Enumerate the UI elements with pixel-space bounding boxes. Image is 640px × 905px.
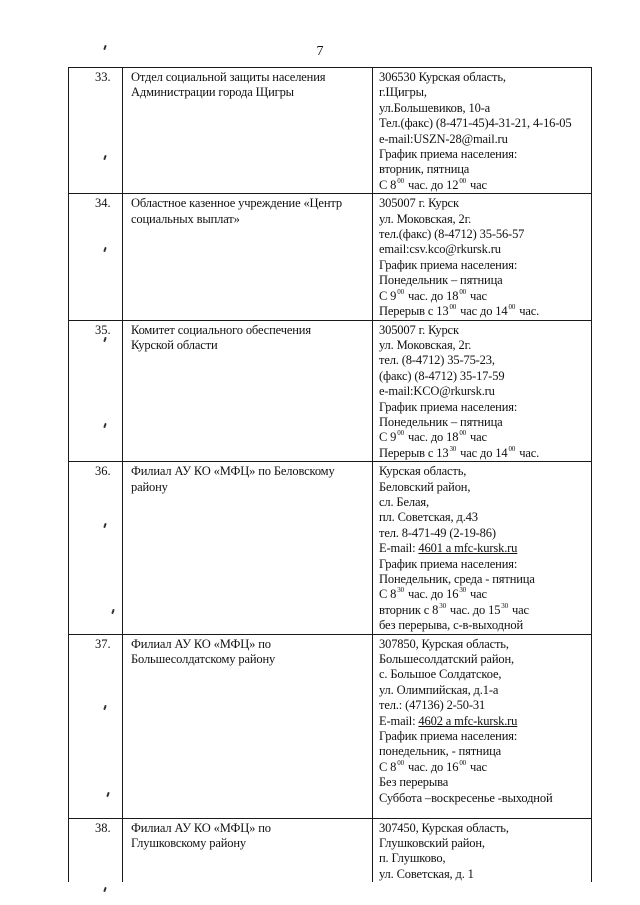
organization-name-line: Курской области (131, 337, 218, 352)
contact-info-line (379, 446, 589, 461)
contact-info-line: тел. (8-4712) 35-75-23, (379, 353, 495, 368)
contact-info-line: ул.Большевиков, 10-а (379, 100, 491, 115)
contact-info-line (379, 760, 589, 775)
contact-info-line: 305007 г. Курск (379, 196, 459, 211)
organization-name-line: социальных выплат» (131, 211, 240, 226)
organization-name-line: району (131, 479, 168, 494)
text-segment: С 8 (379, 759, 397, 774)
contact-info (373, 320, 592, 462)
text-segment: вторник с 8 (379, 602, 439, 617)
organization-name (123, 818, 373, 882)
contact-info-line: г.Щигры, (379, 85, 427, 100)
contact-info-line: тел.(факс) (8-4712) 35-56-57 (379, 227, 525, 242)
contact-info-line: Большесолдатский район, (379, 652, 514, 667)
text-segment: Перерыв с 13 (379, 304, 449, 319)
scan-mark (103, 887, 107, 892)
text-segment: час до 14 (457, 304, 508, 319)
organization-name-line: Комитет социального обеспечения (131, 322, 311, 337)
contact-info-line: понедельник, - пятница (379, 744, 502, 759)
text-segment: час. до 12 (404, 177, 459, 192)
contact-info (373, 462, 592, 634)
time-superscript: 30 (397, 587, 404, 595)
organization-name-line: Отдел социальной защиты населения (131, 70, 326, 84)
email-address: 4602 a mfc-kursk.ru (418, 713, 518, 728)
contact-info-line (379, 587, 589, 602)
time-superscript: 30 (459, 587, 467, 595)
text-segment: С 9 (379, 288, 397, 303)
contact-info-line (379, 714, 589, 729)
time-superscript: 30 (449, 445, 457, 453)
text-segment: час. до 16 (404, 587, 459, 602)
text-segment: час (467, 288, 487, 303)
contact-info-line: тел.: (47136) 2-50-31 (379, 698, 486, 713)
table-row (69, 818, 592, 882)
page-number: 7 (316, 44, 324, 59)
contact-info-line: без перерыва, с-в-выходной (379, 618, 524, 633)
time-superscript: 00 (449, 304, 457, 312)
table-row (69, 634, 592, 818)
contact-info-line (379, 603, 589, 618)
time-superscript: 00 (459, 177, 467, 185)
contact-info-line: ул. Моковская, 2г. (379, 211, 472, 226)
table-row (69, 68, 592, 194)
contact-info-line: ул. Советская, д. 1 (379, 866, 474, 881)
table-row (69, 194, 592, 320)
contact-info-line: Курская область, (379, 464, 467, 479)
organization-name-line: Филиал АУ КО «МФЦ» по (131, 820, 271, 835)
time-superscript: 00 (459, 288, 467, 296)
contact-info-line: Понедельник – пятница (379, 414, 503, 429)
offices-table-body (69, 68, 592, 883)
text-segment: час. до 18 (404, 430, 459, 445)
text-segment: час (467, 177, 487, 192)
contact-info (373, 818, 592, 882)
text-segment: С 8 (379, 177, 397, 192)
contact-info-line: Без перерыва (379, 775, 449, 790)
contact-info-line (379, 178, 589, 193)
organization-name (123, 68, 373, 194)
text-segment: С 9 (379, 430, 397, 445)
contact-info-line: с. Большое Солдатское, (379, 667, 502, 682)
text-segment: час. до 16 (404, 759, 459, 774)
contact-info-line: e-mail:KCO@rkursk.ru (379, 384, 495, 399)
organization-name (123, 462, 373, 634)
organization-name (123, 194, 373, 320)
text-segment: час. до 15 (446, 602, 501, 617)
contact-info-line: вторник, пятница (379, 162, 470, 177)
contact-info-line (379, 289, 589, 304)
row-number: 36. (69, 462, 123, 634)
contact-info-line (379, 304, 589, 319)
row-number: 33. (69, 68, 123, 194)
table-row (69, 320, 592, 462)
organization-name-line: Глушковскому району (131, 836, 247, 851)
contact-info-line: График приема населения: (379, 556, 518, 571)
text-segment: час (509, 602, 529, 617)
organization-name-line: Филиал АУ КО «МФЦ» по Беловскому (131, 464, 335, 479)
organization-name-line: Областное казенное учреждение «Центр (131, 196, 342, 211)
text-segment: час. (516, 304, 540, 319)
contact-info-line (379, 430, 589, 445)
text-segment: час. (516, 445, 540, 460)
organization-name-line: Большесолдатскому району (131, 652, 276, 667)
contact-info-line: Беловский район, (379, 479, 471, 494)
contact-info-line: пл. Советская, д.43 (379, 510, 478, 525)
time-superscript: 00 (397, 177, 404, 185)
contact-info-line: График приема населения: (379, 147, 518, 162)
row-number: 37. (69, 634, 123, 818)
text-segment: час (467, 587, 487, 602)
contact-info (373, 68, 592, 194)
text-segment: час (467, 759, 487, 774)
contact-info-line: Суббота –воскресенье -выходной (379, 790, 553, 805)
time-superscript: 00 (397, 430, 404, 438)
organization-name-line: Филиал АУ КО «МФЦ» по (131, 636, 271, 651)
text-segment: час (467, 430, 487, 445)
contact-info-line (379, 541, 589, 556)
contact-info-line: Тел.(факс) (8-471-45)4-31-21, 4-16-05 (379, 116, 572, 131)
contact-info-line: Глушковский район, (379, 836, 485, 851)
text-segment: час до 14 (457, 445, 508, 460)
contact-info-line: Понедельник, среда - пятница (379, 572, 535, 586)
row-number: 35. (69, 320, 123, 462)
time-superscript: 00 (459, 759, 467, 767)
time-superscript: 00 (459, 430, 467, 438)
contact-info-line: График приема населения: (379, 257, 518, 272)
contact-info-line: сл. Белая, (379, 494, 429, 509)
contact-info (373, 634, 592, 818)
email-address: 4601 a mfc-kursk.ru (418, 541, 518, 556)
contact-info (373, 194, 592, 320)
time-superscript: 00 (397, 288, 404, 296)
organization-name (123, 634, 373, 818)
text-segment: E-mail: (379, 713, 419, 728)
organization-name-line: Администрации города Щигры (131, 85, 294, 100)
contact-info-line: 306530 Курская область, (379, 70, 506, 84)
contact-info-line: ул. Моковская, 2г. (379, 337, 472, 352)
time-superscript: 00 (508, 445, 516, 453)
time-superscript: 30 (501, 602, 508, 610)
contact-info-line: тел. 8-471-49 (2-19-86) (379, 525, 496, 540)
contact-info-line: 305007 г. Курск (379, 322, 459, 337)
table-row (69, 462, 592, 634)
contact-info-line: email:csv.kco@rkursk.ru (379, 242, 501, 257)
contact-info-line: п. Глушково, (379, 851, 446, 866)
contact-info-line: e-mail:USZN-28@mail.ru (379, 131, 508, 146)
contact-info-line: График приема населения: (379, 399, 518, 414)
contact-info-line: 307450, Курская область, (379, 820, 509, 835)
contact-info-line: Понедельник – пятница (379, 273, 503, 288)
organization-name (123, 320, 373, 462)
contact-info-line: (факс) (8-4712) 35-17-59 (379, 368, 505, 383)
contact-info-line: 307850, Курская область, (379, 636, 509, 651)
text-segment: Перерыв с 13 (379, 445, 449, 460)
text-segment: E-mail: (379, 541, 419, 556)
time-superscript: 30 (439, 602, 446, 610)
offices-table (68, 67, 592, 882)
contact-info-line: ул. Олимпийская, д.1-а (379, 682, 499, 697)
time-superscript: 00 (397, 759, 404, 767)
time-superscript: 00 (508, 304, 516, 312)
text-segment: С 8 (379, 587, 397, 602)
text-segment: час. до 18 (404, 288, 459, 303)
row-number: 34. (69, 194, 123, 320)
contact-info-line: График приема населения: (379, 729, 518, 744)
row-number: 38. (69, 818, 123, 882)
